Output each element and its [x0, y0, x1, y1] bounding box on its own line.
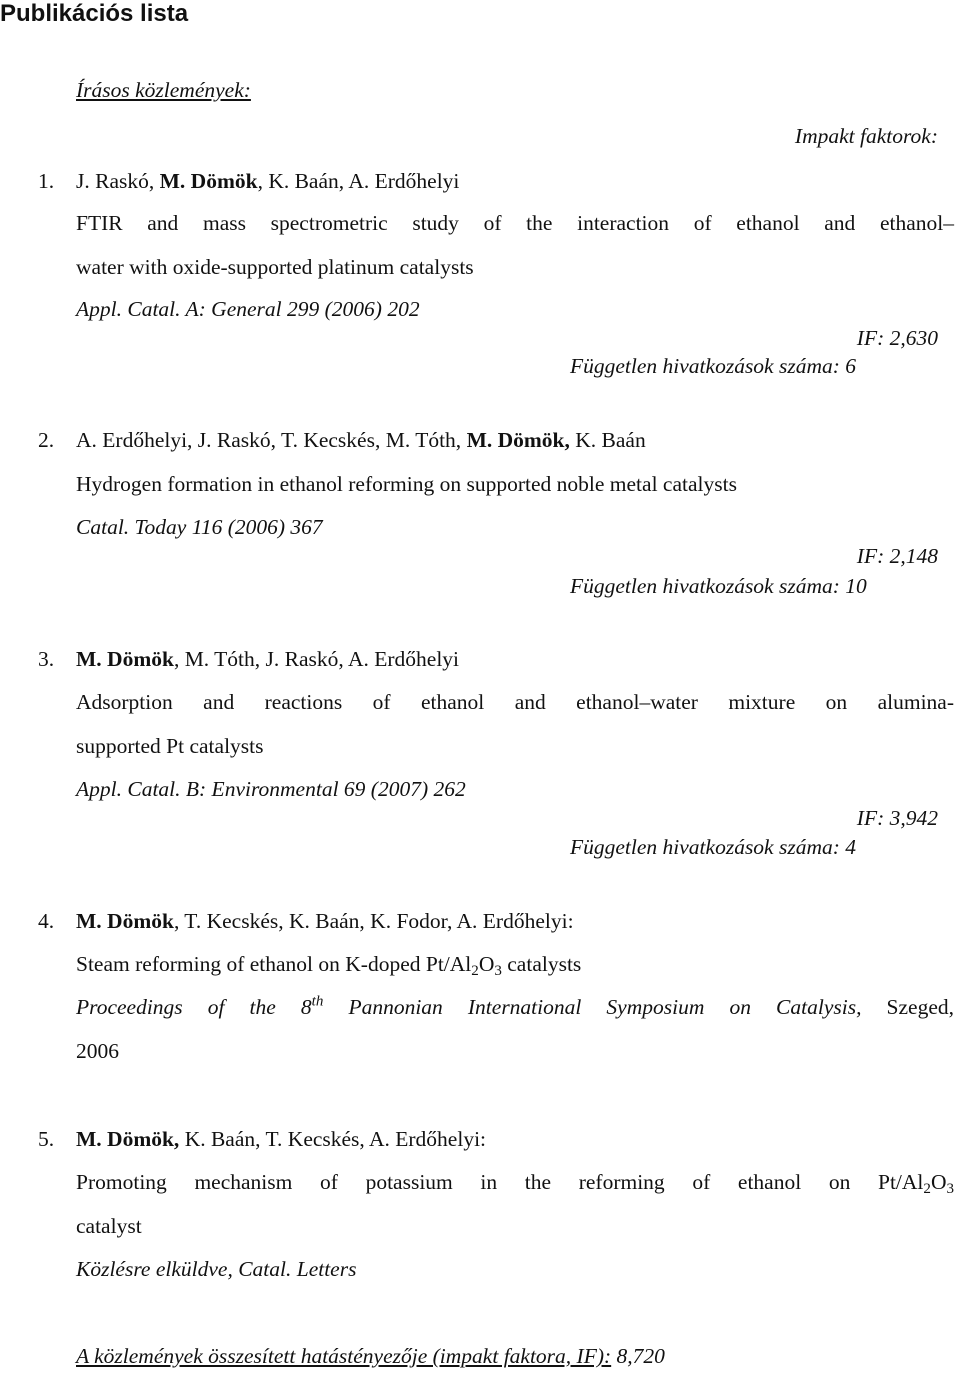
publication-title-cont: catalyst	[76, 1214, 142, 1238]
publication-status: Közlésre elküldve, Catal. Letters	[76, 1257, 357, 1281]
publication-title: Adsorption and reactions of ethanol and ethanol–water mixture on alumina-	[76, 690, 954, 714]
publication-title-cont: supported Pt catalysts	[76, 734, 264, 758]
publication-authors: A. Erdőhelyi, J. Raskó, T. Kecskés, M. Tóth, M. Dömök, K. Baán	[76, 428, 646, 452]
publication-number: 2.	[38, 428, 55, 452]
publication-number: 1.	[38, 169, 55, 193]
publication-journal: Catal. Today 116 (2006) 367	[76, 515, 323, 539]
publication-authors: M. Dömök, M. Tóth, J. Raskó, A. Erdőhelyi	[76, 647, 460, 671]
publication-title-cont: water with oxide-supported platinum catalysts	[76, 255, 474, 279]
publication-year: 2006	[76, 1039, 119, 1063]
publication-authors: M. Dömök, K. Baán, T. Kecskés, A. Erdőhelyi:	[76, 1127, 487, 1151]
summary-label: A közlemények összesített hatástényezője (impakt faktora, IF):	[76, 1344, 612, 1368]
publication-authors: M. Dömök, T. Kecskés, K. Baán, K. Fodor, A. Erdőhelyi:	[76, 909, 574, 933]
impact-factor: IF: 2,148	[856, 544, 938, 568]
citation-count: Független hivatkozások száma: 10	[570, 574, 867, 598]
section-heading: Írásos közlemények:	[76, 78, 251, 102]
publication-journal: Appl. Catal. A: General 299 (2006) 202	[76, 297, 420, 321]
summary-value: 8,720	[611, 1344, 665, 1368]
publication-proceedings: Proceedings of the 8th Pannonian International Symposium on Catalysis, Szeged,	[76, 993, 954, 1019]
impact-factor: IF: 3,942	[856, 806, 938, 830]
citation-count: Független hivatkozások száma: 4	[570, 835, 857, 859]
citation-count: Független hivatkozások száma: 6	[570, 354, 857, 378]
publication-title: FTIR and mass spectrometric study of the interaction of ethanol and ethanol–	[76, 211, 954, 235]
page-title: Publikációs lista	[0, 0, 189, 27]
summary-line	[76, 1346, 665, 1368]
publication-title: Promoting mechanism of potassium in the reforming of ethanol on $Pt/Al_2O_3$	[76, 1170, 954, 1197]
publication-authors: J. Raskó, M. Dömök, K. Baán, A. Erdőhelyi	[76, 169, 460, 193]
publication-title: Steam reforming of ethanol on K-doped $Pt/Al_2O_3$ catalysts	[76, 952, 582, 979]
impact-factor-header: Impakt faktorok:	[794, 124, 938, 148]
publication-title: Hydrogen formation in ethanol reforming on supported noble metal catalysts	[76, 472, 737, 496]
publication-journal: Appl. Catal. B: Environmental 69 (2007) 262	[76, 777, 466, 801]
publication-number: 3.	[38, 647, 55, 671]
publication-number: 4.	[38, 909, 55, 933]
publication-number: 5.	[38, 1127, 55, 1151]
impact-factor: IF: 2,630	[856, 326, 938, 350]
